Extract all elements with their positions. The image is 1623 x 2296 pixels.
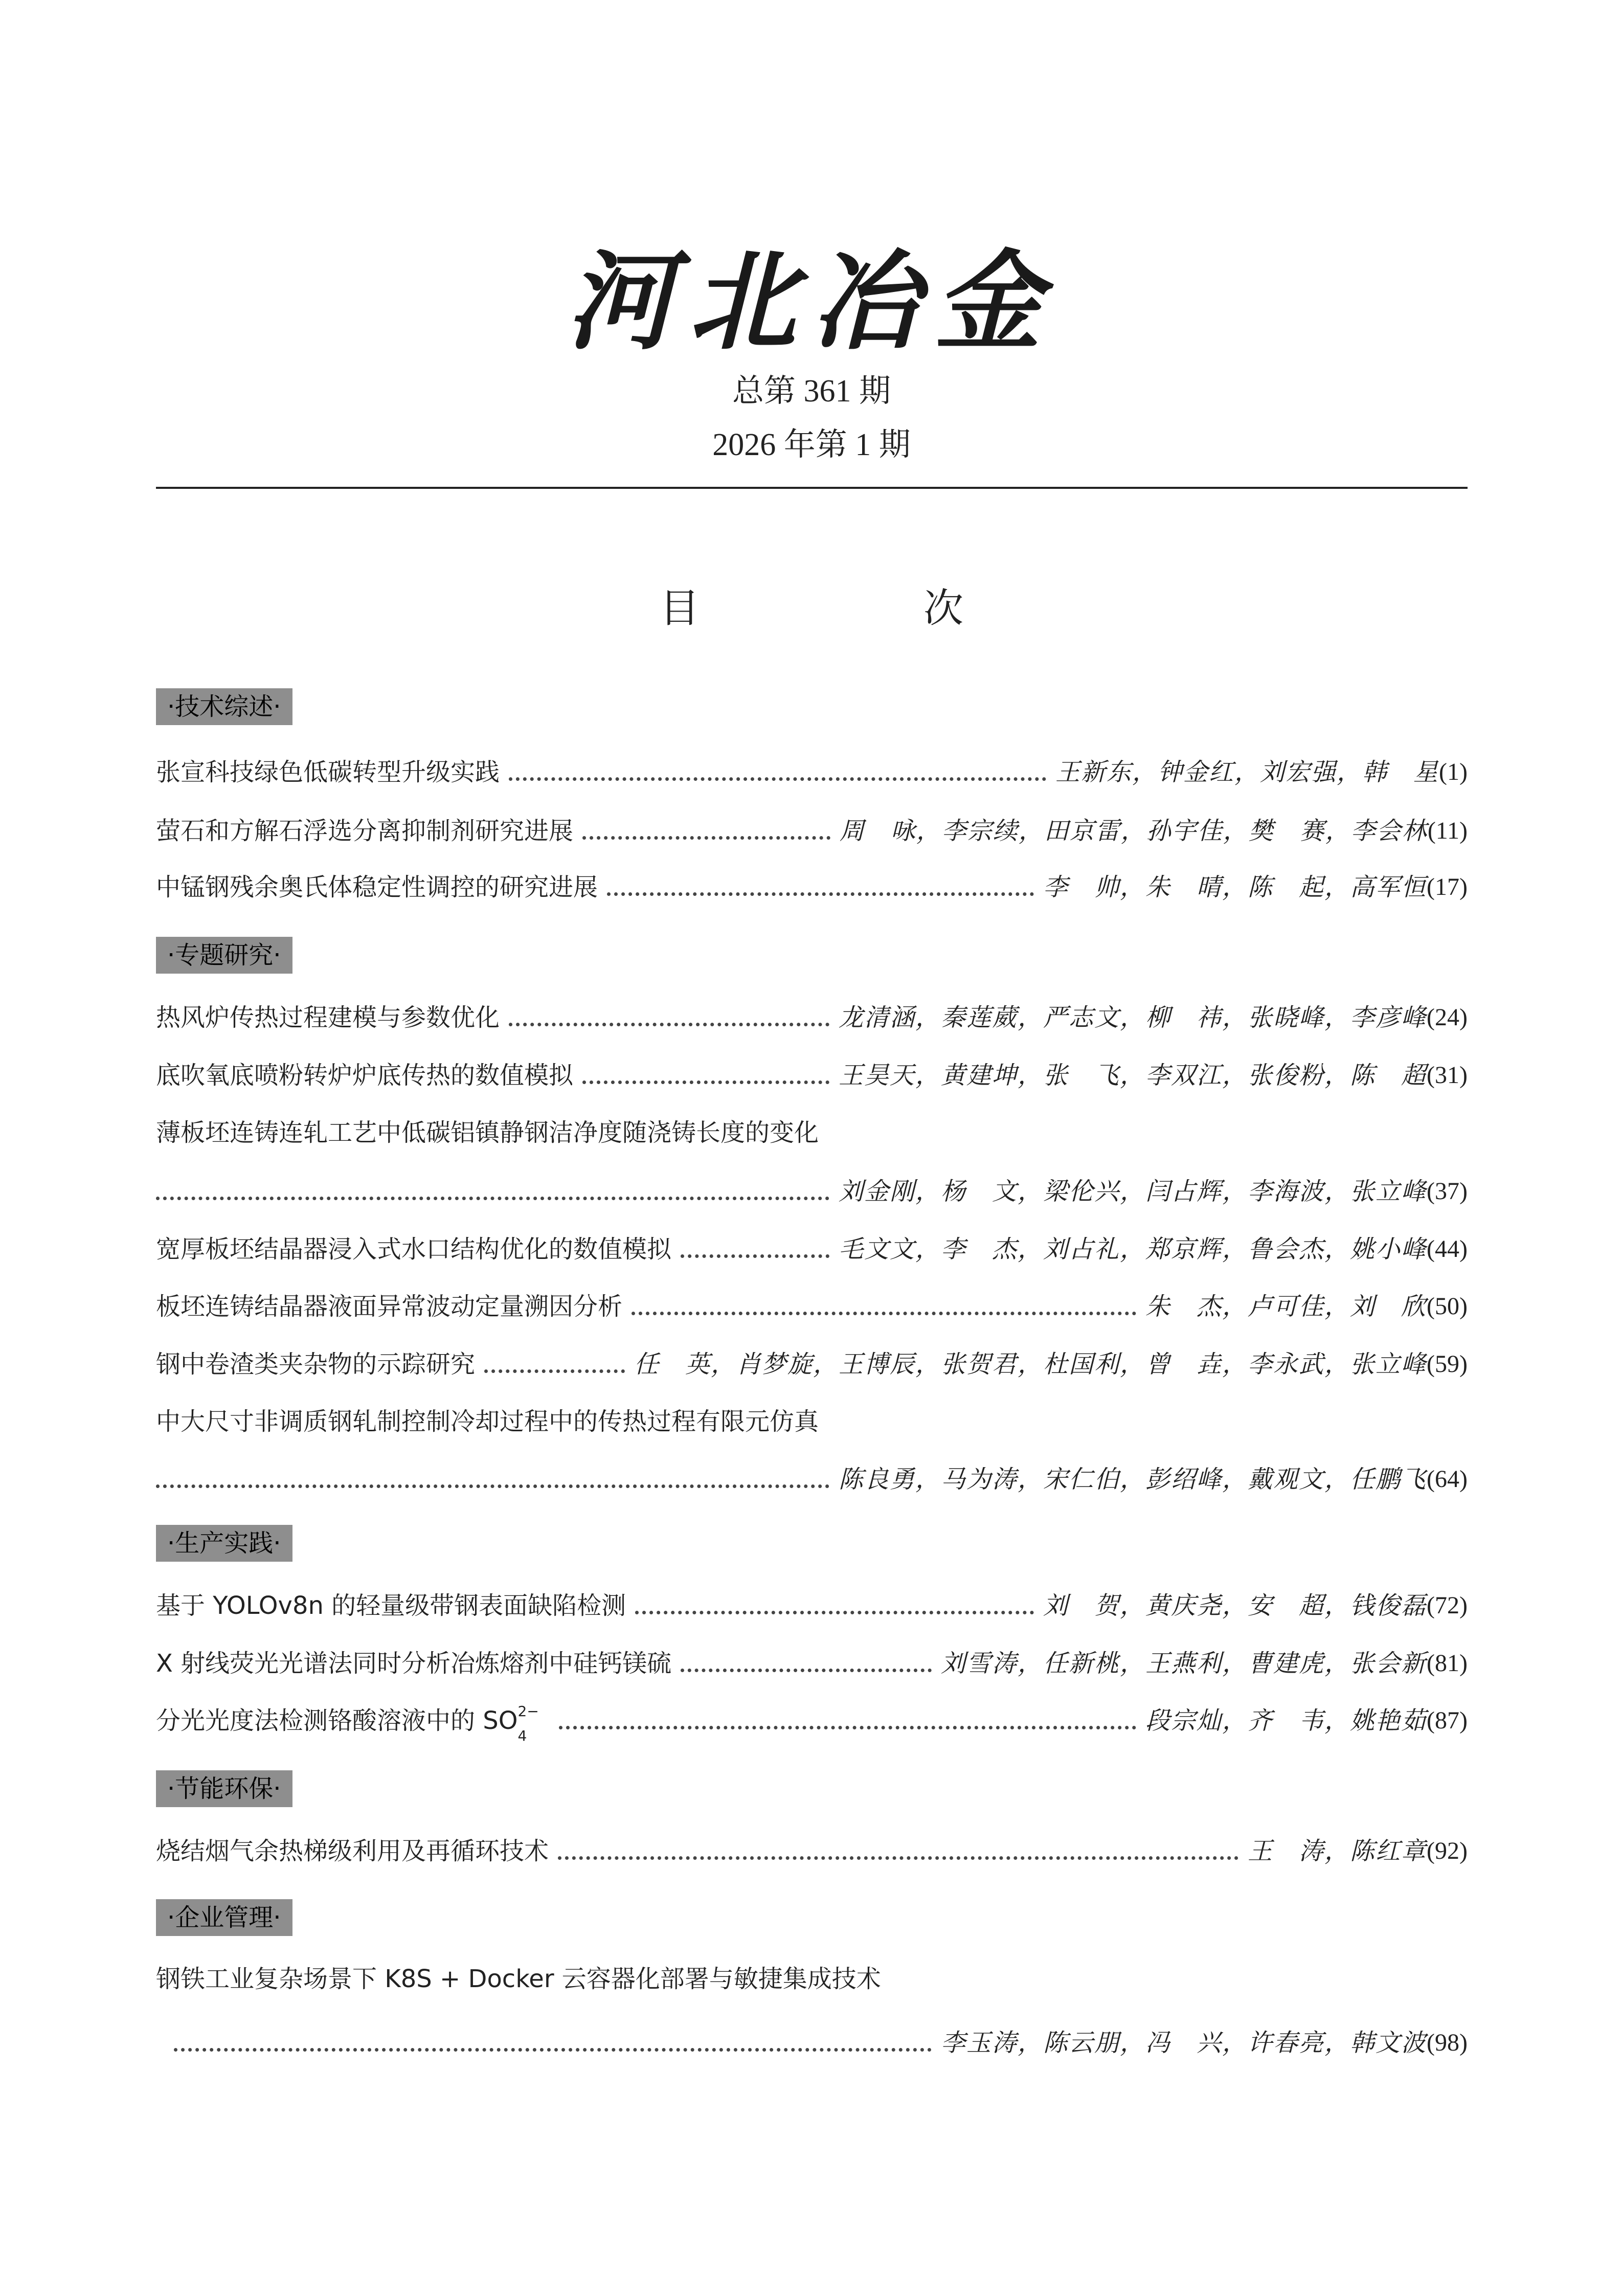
article-page: (44) [1427, 1235, 1468, 1263]
article-authors: 刘雪涛，任新桃，王燕利，曹建虎，张会新 [941, 1649, 1427, 1678]
toc-entry[interactable] [156, 813, 1468, 849]
toc-entry[interactable] [156, 1231, 1468, 1267]
article-title: 基于 YOLOv8n 的轻量级带钢表面缺陷检测 [156, 1591, 626, 1620]
toc-entry[interactable] [156, 2025, 1468, 2061]
section-energy-environment: ·节能环保· [156, 1770, 292, 1807]
dot-leader [558, 1856, 1238, 1860]
dot-leader [156, 1484, 829, 1488]
charge-superscript: 2− [517, 1703, 539, 1720]
article-title: 萤石和方解石浮选分离抑制剂研究进展 [156, 817, 574, 845]
article-page: (87) [1427, 1707, 1468, 1734]
article-page: (98) [1427, 2029, 1468, 2056]
toc-entry[interactable] [156, 1000, 1468, 1036]
dot-leader [559, 1726, 1137, 1729]
toc-entry[interactable] [156, 1346, 1468, 1382]
formula-subscript: 4 [517, 1727, 527, 1744]
article-title [156, 1703, 539, 1744]
article-page: (81) [1427, 1650, 1468, 1677]
article-authors: 刘金刚，杨 文，梁伦兴，闫占辉，李海波，张立峰 [839, 1177, 1427, 1206]
issue-date: 2026 年第 1 期 [712, 427, 911, 462]
article-title: 中锰钢残余奥氏体稳定性调控的研究进展 [156, 873, 598, 902]
toc-entry[interactable] [156, 1174, 1468, 1209]
dot-leader [509, 1023, 829, 1026]
toc-entry[interactable] [156, 1646, 1468, 1681]
dot-leader [174, 2048, 932, 2052]
dot-leader [582, 1081, 829, 1084]
dot-leader [484, 1369, 625, 1373]
article-authors: 段宗灿，齐 韦，姚艳茹 [1145, 1706, 1427, 1735]
article-title: 钢中卷渣类夹杂物的示踪研究 [156, 1350, 476, 1379]
section-production-practice: ·生产实践· [156, 1525, 292, 1562]
article-page: (50) [1427, 1293, 1468, 1320]
toc-entry[interactable] [156, 1461, 1468, 1497]
article-authors: 周 咏，李宗续，田京雷，孙宇佳，樊 赛，李会林 [839, 817, 1428, 845]
article-authors: 龙清涵，秦莲葳，严志文，柳 祎，张晓峰，李彦峰 [839, 1003, 1427, 1032]
toc-entry[interactable] [156, 1588, 1468, 1624]
toc-title: 目 次 [659, 586, 1055, 632]
journal-masthead: 河北冶金 [566, 238, 1057, 365]
article-page: (37) [1427, 1178, 1468, 1205]
article-title: 底吹氧底喷粉转炉炉底传热的数值模拟 [156, 1061, 574, 1090]
dot-leader [681, 1254, 829, 1258]
article-page: (72) [1427, 1592, 1468, 1619]
article-title: 烧结烟气余热梯级利用及再循环技术 [156, 1837, 549, 1865]
article-authors: 陈良勇，马为涛，宋仁伯，彭绍峰，戴观文，任鹏飞 [839, 1465, 1427, 1494]
article-title: 板坯连铸结晶器液面异常波动定量溯因分析 [156, 1292, 623, 1321]
article-title: X 射线荧光光谱法同时分析冶炼熔剂中硅钙镁硫 [156, 1649, 672, 1678]
dot-leader [156, 1197, 829, 1200]
article-page: (59) [1427, 1350, 1468, 1378]
article-page: (92) [1427, 1837, 1468, 1864]
article-authors: 朱 杰，卢可佳，刘 欣 [1145, 1292, 1427, 1321]
article-title: 热风炉传热过程建模与参数优化 [156, 1003, 500, 1032]
dot-leader [582, 836, 830, 840]
article-authors: 毛文文，李 杰，刘占礼，郑京辉，鲁会杰，姚小峰 [839, 1235, 1427, 1264]
total-issue-number: 总第 361 期 [732, 374, 891, 409]
dot-leader [681, 1669, 932, 1672]
dot-leader [632, 1312, 1136, 1315]
article-page: (64) [1427, 1466, 1468, 1493]
article-title[interactable]: 中大尺寸非调质钢轧制控制冷却过程中的传热过程有限元仿真 [156, 1407, 819, 1436]
article-authors: 王昊天，黄建坤，张 飞，李双江，张俊粉，陈 超 [839, 1061, 1427, 1090]
toc-entry[interactable] [156, 754, 1468, 790]
section-enterprise-management: ·企业管理· [156, 1899, 292, 1936]
header-divider [156, 487, 1468, 489]
article-authors: 刘 贺，黄庆尧，安 超，钱俊磊 [1043, 1591, 1427, 1620]
section-special-research: ·专题研究· [156, 937, 292, 974]
toc-entry[interactable] [156, 869, 1468, 905]
article-title: 宽厚板坯结晶器浸入式水口结构优化的数值模拟 [156, 1235, 672, 1264]
article-page: (11) [1427, 817, 1468, 844]
article-authors: 任 英，肖梦旋，王博辰，张贺君，杜国利，曾 垚，李永武，张立峰 [634, 1350, 1427, 1379]
toc-entry[interactable] [156, 1703, 1468, 1744]
dot-leader [635, 1611, 1034, 1614]
article-authors: 王 涛，陈红章 [1248, 1837, 1427, 1865]
article-page: (17) [1427, 873, 1468, 901]
dot-leader [509, 777, 1046, 781]
toc-entry[interactable] [156, 1833, 1468, 1869]
article-title: 张宣科技绿色低碳转型升级实践 [156, 758, 500, 786]
article-title-text: 分光光度法检测铬酸溶液中的 SO [156, 1706, 518, 1735]
article-page: (31) [1427, 1062, 1468, 1089]
section-tech-review: ·技术综述· [156, 688, 292, 725]
toc-entry[interactable] [156, 1057, 1468, 1093]
article-title[interactable]: 钢铁工业复杂场景下 K8S + Docker 云容器化部署与敏捷集成技术 [156, 1965, 881, 1993]
article-page: (1) [1439, 758, 1468, 785]
article-page: (24) [1427, 1004, 1468, 1031]
dot-leader [607, 892, 1034, 896]
article-authors: 李玉涛，陈云朋，冯 兴，许春亮，韩文波 [941, 2029, 1427, 2057]
article-authors: 王新东，钟金红，刘宏强，韩 星 [1055, 758, 1439, 786]
toc-entry[interactable] [156, 1289, 1468, 1324]
article-title[interactable]: 薄板坯连铸连轧工艺中低碳铝镇静钢洁净度随浇铸长度的变化 [156, 1118, 819, 1147]
article-authors: 李 帅，朱 晴，陈 起，高军恒 [1043, 873, 1427, 902]
